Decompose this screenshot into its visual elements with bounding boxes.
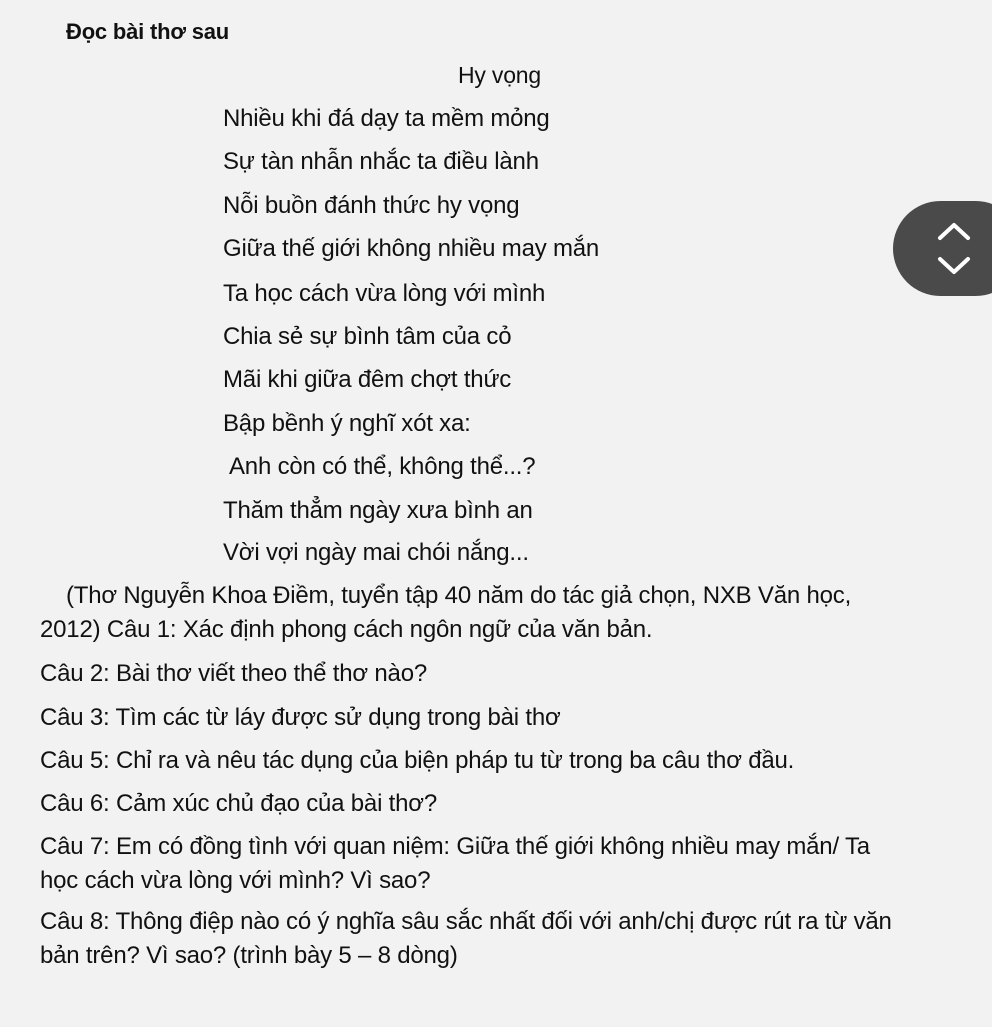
question-7-line-2: học cách vừa lòng với mình? Vì sao? xyxy=(40,867,431,894)
instruction-heading: Đọc bài thơ sau xyxy=(66,19,229,44)
poem-line: Chia sẻ sự bình tâm của cỏ xyxy=(223,323,512,350)
poem-line: Vời vợi ngày mai chói nắng... xyxy=(223,539,529,566)
question-3: Câu 3: Tìm các từ láy được sử dụng trong bài thơ xyxy=(40,704,561,731)
scroll-navigation-widget xyxy=(893,201,992,296)
poem-title: Hy vọng xyxy=(458,62,541,88)
chevron-down-icon xyxy=(936,255,972,277)
poem-line: Nỗi buồn đánh thức hy vọng xyxy=(223,192,520,219)
scroll-down-button[interactable] xyxy=(929,248,979,284)
poem-line: Sự tàn nhẫn nhắc ta điều lành xyxy=(223,148,539,175)
poem-line: Ta học cách vừa lòng với mình xyxy=(223,280,546,307)
poem-line: Anh còn có thể, không thể...? xyxy=(229,453,536,480)
question-8-line-1: Câu 8: Thông điệp nào có ý nghĩa sâu sắc nhất đối với anh/chị được rút ra từ văn xyxy=(40,908,892,935)
question-2: Câu 2: Bài thơ viết theo thể thơ nào? xyxy=(40,660,427,687)
poem-line: Giữa thế giới không nhiều may mắn xyxy=(223,235,600,262)
question-7-line-1: Câu 7: Em có đồng tình với quan niệm: Giữa thế giới không nhiều may mắn/ Ta xyxy=(40,833,870,860)
poem-line: Thăm thẳm ngày xưa bình an xyxy=(223,497,533,524)
poem-line: Mãi khi giữa đêm chợt thức xyxy=(223,366,512,393)
chevron-up-icon xyxy=(936,220,972,242)
question-6: Câu 6: Cảm xúc chủ đạo của bài thơ? xyxy=(40,790,437,817)
source-and-question-1: 2012) Câu 1: Xác định phong cách ngôn ngữ của văn bản. xyxy=(40,616,653,643)
poem-line: Bập bềnh ý nghĩ xót xa: xyxy=(223,410,471,437)
poem-line: Nhiều khi đá dạy ta mềm mỏng xyxy=(223,105,550,132)
question-8-line-2: bản trên? Vì sao? (trình bày 5 – 8 dòng) xyxy=(40,942,458,969)
scroll-up-button[interactable] xyxy=(929,213,979,249)
question-5: Câu 5: Chỉ ra và nêu tác dụng của biện pháp tu từ trong ba câu thơ đầu. xyxy=(40,747,795,774)
source-citation: (Thơ Nguyễn Khoa Điềm, tuyển tập 40 năm do tác giả chọn, NXB Văn học, xyxy=(66,582,852,609)
